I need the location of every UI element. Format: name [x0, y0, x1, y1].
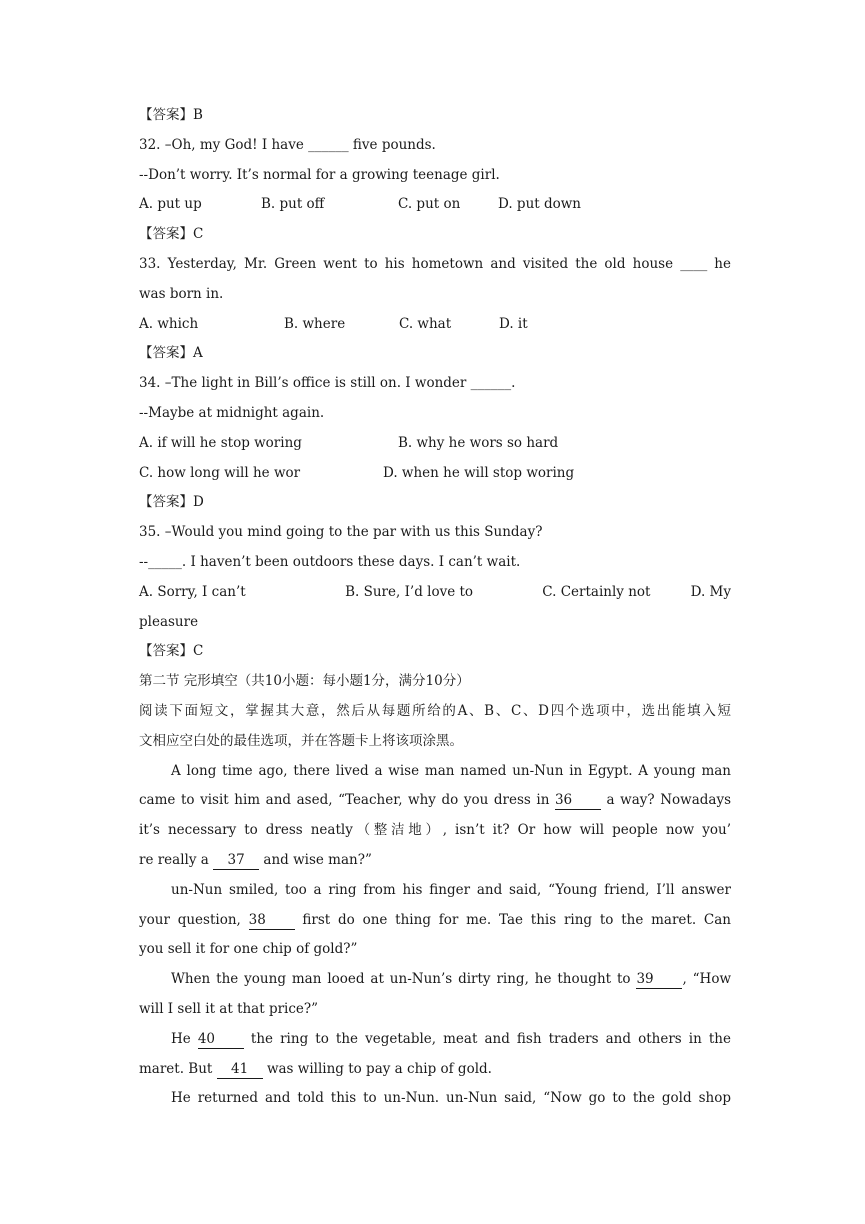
section-instructions-1: 阅读下面短文，掌握其大意，然后从每题所给的A、B、C、D四个选项中，选出能填入短: [139, 702, 731, 719]
q35-option-d-cont: pleasure: [139, 613, 199, 630]
passage-p2-line2: your question, 38 first do one thing for me. Tae this ring to the maret. Can: [139, 911, 731, 928]
passage-p1-line1: A long time ago, there lived a wise man named un-Nun in Egypt. A young man: [171, 762, 731, 779]
q34-option-b: B. why he wors so hard: [398, 434, 559, 451]
passage-p1-line3: it’s necessary to dress neatly（整洁地）, isn’t it? Or how will people now you’: [139, 822, 731, 839]
q35-reply: --_____. I haven’t been outdoors these days. I can’t wait.: [139, 553, 521, 570]
blank-37: 37: [213, 851, 259, 870]
passage-p2-line3: you sell it for one chip of gold?”: [139, 941, 358, 958]
q34-stem: 34. –The light in Bill’s office is still on. I wonder ______.: [139, 375, 516, 392]
blank-38: 38: [249, 911, 295, 930]
passage-p3-line2: will I sell it at that price?”: [139, 1000, 319, 1017]
answer-32: 【答案】C: [139, 226, 204, 243]
passage-p2-line1: un-Nun smiled, too a ring from his finger and said, “Young friend, I’ll answer: [171, 881, 731, 898]
q34-option-c: C. how long will he wor: [139, 464, 301, 481]
blank-36: 36: [555, 791, 601, 810]
q32-option-a: A. put up: [139, 196, 202, 213]
q33-options: [139, 310, 731, 340]
q33-stem: 33. Yesterday, Mr. Green went to his hometown and visited the old house ____ he: [139, 255, 731, 272]
document-page: [139, 101, 731, 1114]
q32-option-c: C. put on: [398, 196, 461, 213]
q32-options: [139, 190, 731, 220]
q32-stem: 32. –Oh, my God! I have ______ five pounds.: [139, 136, 436, 153]
section-title: 第二节 完形填空（共10小题：每小题1分，满分10分）: [139, 673, 470, 690]
q35-option-d: D. My: [690, 583, 731, 600]
q34-options-row2: [139, 459, 731, 489]
passage-p4-line2: maret. But 41 was willing to pay a chip of gold.: [139, 1060, 492, 1077]
q35-options: [139, 578, 731, 608]
q35-option-b: B. Sure, I’d love to: [345, 583, 474, 600]
q35-option-c: C. Certainly not: [542, 583, 651, 600]
passage-p1-line2: came to visit him and ased, “Teacher, why do you dress in 36 a way? Nowadays: [139, 792, 731, 809]
passage-p5-line1: He returned and told this to un-Nun. un-Nun said, “Now go to the gold shop: [171, 1090, 731, 1107]
answer-31: 【答案】B: [139, 107, 203, 123]
q32-reply: --Don’t worry. It’s normal for a growing teenage girl.: [139, 166, 500, 183]
q33-option-c: C. what: [399, 315, 452, 332]
q35-stem: 35. –Would you mind going to the par with us this Sunday?: [139, 524, 543, 541]
answer-34: 【答案】D: [139, 494, 204, 511]
passage-p3-line1: When the young man looed at un-Nun’s dirty ring, he thought to 39 , “How: [171, 971, 731, 988]
answer-33: 【答案】A: [139, 345, 203, 362]
q35-option-a: A. Sorry, I can’t: [139, 583, 246, 600]
q33-option-a: A. which: [139, 315, 199, 332]
passage-p1-line4: re really a 37 and wise man?”: [139, 851, 372, 868]
blank-39: 39: [636, 970, 682, 989]
q34-reply: --Maybe at midnight again.: [139, 404, 325, 421]
answer-35: 【答案】C: [139, 643, 204, 660]
q34-option-d: D. when he will stop woring: [383, 464, 575, 481]
q33-option-d: D. it: [499, 315, 528, 332]
blank-40: 40: [198, 1030, 244, 1049]
section-instructions-2: 文相应空白处的最佳选项，并在答题卡上将该项涂黑。: [139, 732, 463, 749]
q34-options-row1: [139, 429, 731, 459]
q33-stem-cont: was born in.: [139, 285, 224, 302]
passage-p4-line1: He 40 the ring to the vegetable, meat and fish traders and others in the: [171, 1030, 731, 1047]
q32-option-b: B. put off: [261, 196, 325, 213]
q33-option-b: B. where: [284, 315, 346, 332]
q34-option-a: A. if will he stop woring: [139, 434, 302, 451]
blank-41: 41: [217, 1060, 263, 1079]
q32-option-d: D. put down: [498, 196, 581, 213]
